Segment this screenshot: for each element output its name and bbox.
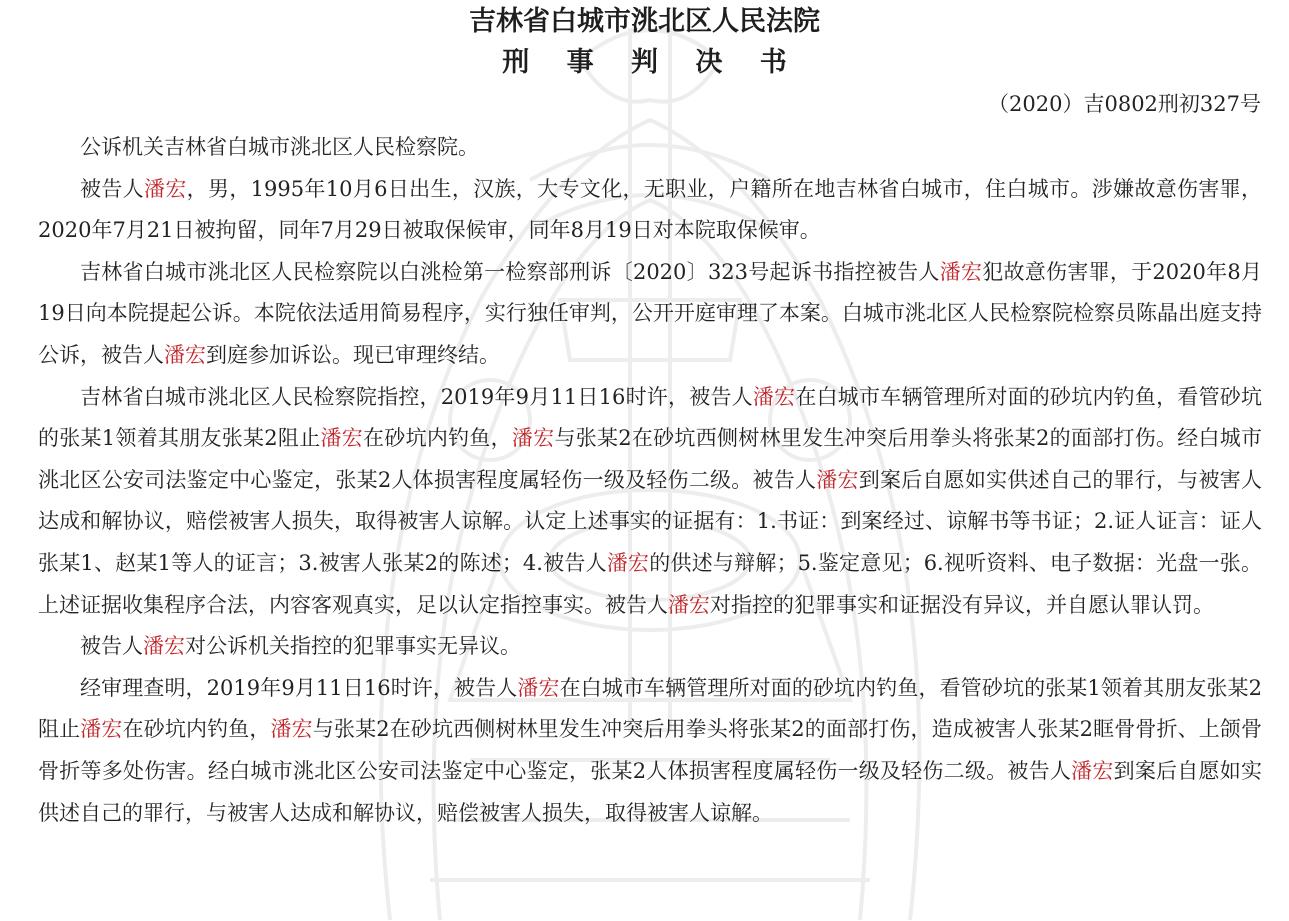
paragraph-text: 犯故意伤害罪，于2020年8月19日向本院提起公诉。本院依法适用简易程序，实行独任审判，公开开庭审理了本案。白城市洮北区人民检察院检察员陈晶出庭支持公诉，被告人 xyxy=(38,259,1262,367)
paragraph xyxy=(38,377,1262,627)
defendant-name-highlight: 潘宏 xyxy=(939,259,983,284)
paragraph-text: 在砂坑内钓鱼， xyxy=(122,717,271,742)
court-name: 吉林省白城市洮北区人民法院 xyxy=(469,6,820,37)
paragraph-text: 经审理查明，2019年9月11日16时许，被告人 xyxy=(80,675,518,700)
paragraph-text: 被告人 xyxy=(80,634,143,659)
paragraph-text: 到案后自愿如实供述自己的罪行，与被害人达成和解协议，赔偿被害人损失，取得被害人谅解。认定上述事实的证据有：1.书证：到案经过、谅解书等书证；2.证人证言：证人张某1、赵某1等人的证言；3.被害人张某2的陈述；4.被告人 xyxy=(38,467,1263,575)
paragraph-text: 对指控的犯罪事实和证据没有异议，并自愿认罪认罚。 xyxy=(710,592,1214,617)
paragraph-text: 与张某2在砂坑西侧树林里发生冲突后用拳头将张某2的面部打伤，造成被害人张某2眶骨骨折、上颌骨骨折等多处伤害。经白城市洮北区公安司法鉴定中心鉴定，张某2人体损害程度属轻伤一级及轻伤二级。被告人 xyxy=(38,717,1263,783)
paragraph-text: 吉林省白城市洮北区人民检察院指控，2019年9月11日16时许，被告人 xyxy=(80,384,753,409)
paragraph xyxy=(38,252,1262,377)
paragraph-text: 对公诉机关指控的犯罪事实无异议。 xyxy=(185,634,521,659)
defendant-name-highlight: 潘宏 xyxy=(143,634,185,659)
defendant-name-highlight: 潘宏 xyxy=(164,342,206,367)
paragraph-text: ，男，1995年10月6日出生，汉族，大专文化，无职业，户籍所在地吉林省白城市，住白城市。涉嫌故意伤害罪，2020年7月21日被拘留，同年7月29日被取保候审，同年8月19日对本院取保候审。 xyxy=(38,176,1263,243)
document-body xyxy=(38,127,1262,834)
defendant-name-highlight: 潘宏 xyxy=(752,384,796,409)
defendant-name-highlight: 潘宏 xyxy=(320,426,364,451)
defendant-name-highlight: 潘宏 xyxy=(606,550,650,575)
paragraph-text: 被告人 xyxy=(80,176,144,201)
paragraph xyxy=(38,668,1262,834)
defendant-name-highlight: 潘宏 xyxy=(668,592,710,617)
paragraph-text: 在砂坑内钓鱼， xyxy=(363,426,512,451)
defendant-name-highlight: 潘宏 xyxy=(1071,758,1114,783)
paragraph-text: 在白城市车辆管理所对面的砂坑内钓鱼，看管砂坑的张某1领着其朋友张某2阻止 xyxy=(38,675,1263,742)
paragraph xyxy=(38,626,1262,668)
paragraph-text: 在白城市车辆管理所对面的砂坑内钓鱼，看管砂坑的张某1领着其朋友张某2阻止 xyxy=(38,384,1263,451)
paragraph xyxy=(38,169,1262,252)
document-type-title: 刑 事 判 决 书 xyxy=(502,47,801,78)
case-number: （2020）吉0802刑初327号 xyxy=(988,92,1261,116)
defendant-name-highlight: 潘宏 xyxy=(270,717,313,742)
paragraph-text: 公诉机关吉林省白城市洮北区人民检察院。 xyxy=(80,135,479,159)
paragraph xyxy=(38,127,1262,169)
defendant-name-highlight: 潘宏 xyxy=(144,176,187,201)
paragraph-text: 与张某2在砂坑西侧树林里发生冲突后用拳头将张某2的面部打伤。经白城市洮北区公安司法鉴定中心鉴定，张某2人体损害程度属轻伤一级及轻伤二级。被告人 xyxy=(38,426,1263,492)
defendant-name-highlight: 潘宏 xyxy=(80,717,123,742)
paragraph-text: 到庭参加诉讼。现已审理终结。 xyxy=(206,342,500,367)
defendant-name-highlight: 潘宏 xyxy=(517,675,560,700)
paragraph-text: 到案后自愿如实供述自己的罪行，与被害人达成和解协议，赔偿被害人损失，取得被害人谅解。 xyxy=(38,758,1263,825)
paragraph-text: 的供述与辩解；5.鉴定意见；6.视听资料、电子数据：光盘一张。上述证据收集程序合法，内容客观真实，足以认定指控事实。被告人 xyxy=(38,550,1263,617)
paragraph-text: 吉林省白城市洮北区人民检察院以白洮检第一检察部刑诉〔2020〕323号起诉书指控被告人 xyxy=(80,259,940,284)
defendant-name-highlight: 潘宏 xyxy=(816,467,859,492)
defendant-name-highlight: 潘宏 xyxy=(511,426,555,451)
